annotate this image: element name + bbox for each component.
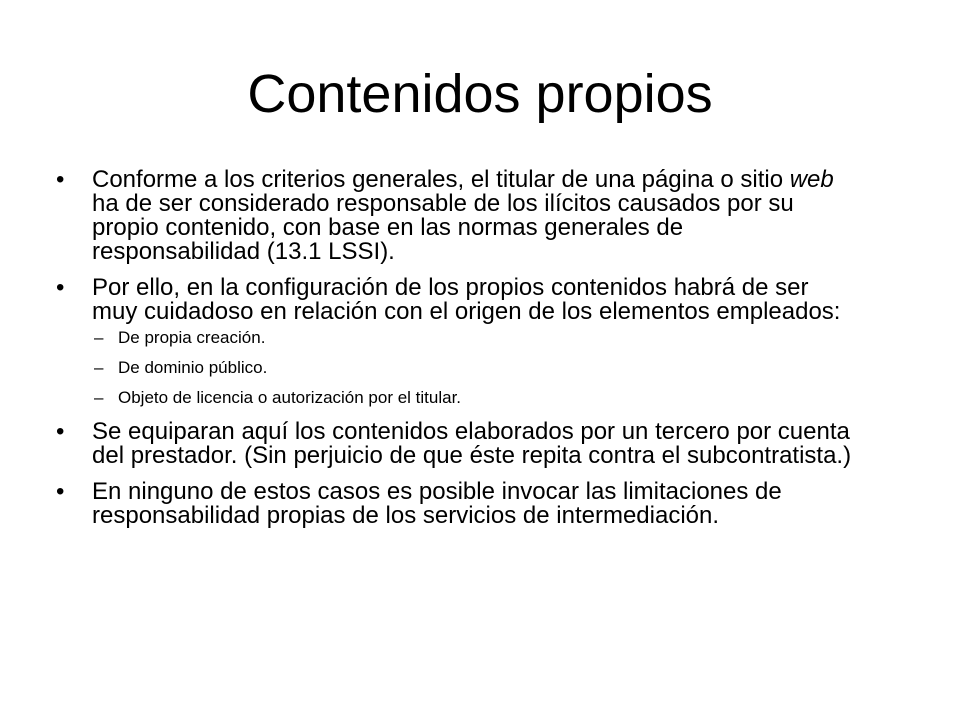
bullet-text-part: ha de ser considerado responsable de los ilícitos causados por su propio contenido, con base en las normas generales de responsabilidad (13.1 LSSI). — [92, 190, 794, 265]
sub-item — [56, 388, 856, 408]
bullet-marker: • — [56, 274, 65, 301]
sub-item-marker: – — [94, 358, 104, 377]
sub-item-marker: – — [94, 328, 104, 347]
sub-item-text: De propia creación. — [118, 328, 266, 347]
bullet-item — [56, 276, 856, 324]
sub-item-text: Objeto de licencia o autorización por el titular. — [118, 388, 462, 407]
bullet-text: Se equiparan aquí los contenidos elaborados por un tercero por cuenta del prestador. (Sin perjuicio de que éste repita contra el subcontratista.) — [92, 418, 852, 469]
sub-item-text: De dominio público. — [118, 358, 268, 377]
slide-title: Contenidos propios — [247, 64, 713, 124]
bullet-item — [56, 480, 856, 528]
bullet-marker: • — [56, 166, 65, 193]
slide-body — [56, 168, 856, 540]
bullet-text: En ninguno de estos casos es posible invocar las limitaciones de responsabilidad propias de los servicios de intermediación. — [92, 478, 782, 529]
bullet-marker: • — [56, 418, 65, 445]
sub-item-marker: – — [94, 388, 104, 407]
bullet-text: Por ello, en la configuración de los propios contenidos habrá de ser muy cuidadoso en relación con el origen de los elementos empleados: — [92, 274, 841, 325]
bullet-item — [56, 168, 856, 264]
bullet-item — [56, 420, 856, 468]
bullet-text — [92, 166, 834, 265]
sub-list — [56, 328, 856, 408]
sub-item — [56, 358, 856, 378]
bullet-marker: • — [56, 478, 65, 505]
bullet-text-emphasis: web — [789, 166, 834, 193]
bullet-text-part: Conforme a los criterios generales, el titular de una página o sitio — [92, 166, 790, 193]
sub-item — [56, 328, 856, 348]
